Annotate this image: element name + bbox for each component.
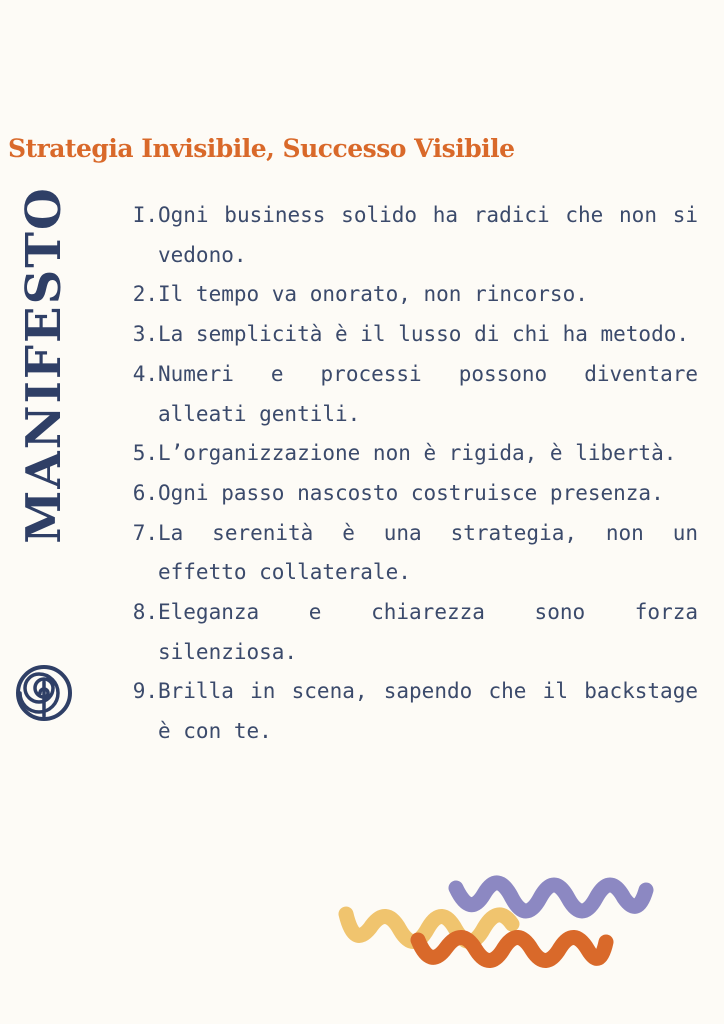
list-item <box>124 514 698 593</box>
list-item <box>124 275 698 315</box>
item-text: La semplicità è il lusso di chi ha metodo. <box>158 322 690 347</box>
item-number: 9. <box>132 679 158 704</box>
item-number: 5. <box>132 441 158 466</box>
lavender-squiggle <box>456 883 646 911</box>
item-text: La serenità è una strategia, non un effetto collaterale. <box>158 520 698 585</box>
list-item <box>124 355 698 434</box>
list-item <box>124 196 698 275</box>
page-title: Strategia Invisibile, Successo Visibile <box>8 134 515 163</box>
list-item <box>124 474 698 514</box>
list-item <box>124 593 698 672</box>
manifesto-vertical-label: MANIFESTO <box>16 186 72 544</box>
item-text: Brilla in scena, sapendo che il backstage è con te. <box>158 679 698 744</box>
item-number: 6. <box>132 480 158 505</box>
list-item <box>124 315 698 355</box>
spiral-logo-icon <box>15 664 73 722</box>
manifesto-list <box>124 196 698 752</box>
item-text: Numeri e processi possono diventare alleati gentili. <box>158 361 698 426</box>
item-text: L’organizzazione non è rigida, è libertà. <box>158 441 677 466</box>
mustard-squiggle <box>346 914 512 942</box>
list-item <box>124 672 698 751</box>
item-number: I. <box>132 203 158 227</box>
item-text: Ogni business solido ha radici che non si vedono. <box>158 203 698 267</box>
item-text: Eleganza e chiarezza sono forza silenziosa. <box>158 600 698 664</box>
item-number: 3. <box>132 322 158 347</box>
item-number: 8. <box>132 600 158 625</box>
item-number: 7. <box>132 520 158 545</box>
list-item <box>124 434 698 474</box>
orange-squiggle <box>418 937 606 960</box>
squiggle-lines-icon <box>330 868 660 980</box>
item-number: 4. <box>132 361 158 386</box>
item-number: 2. <box>132 282 158 307</box>
item-text: Il tempo va onorato, non rincorso. <box>158 282 588 307</box>
item-text: Ogni passo nascosto costruisce presenza. <box>158 480 664 505</box>
